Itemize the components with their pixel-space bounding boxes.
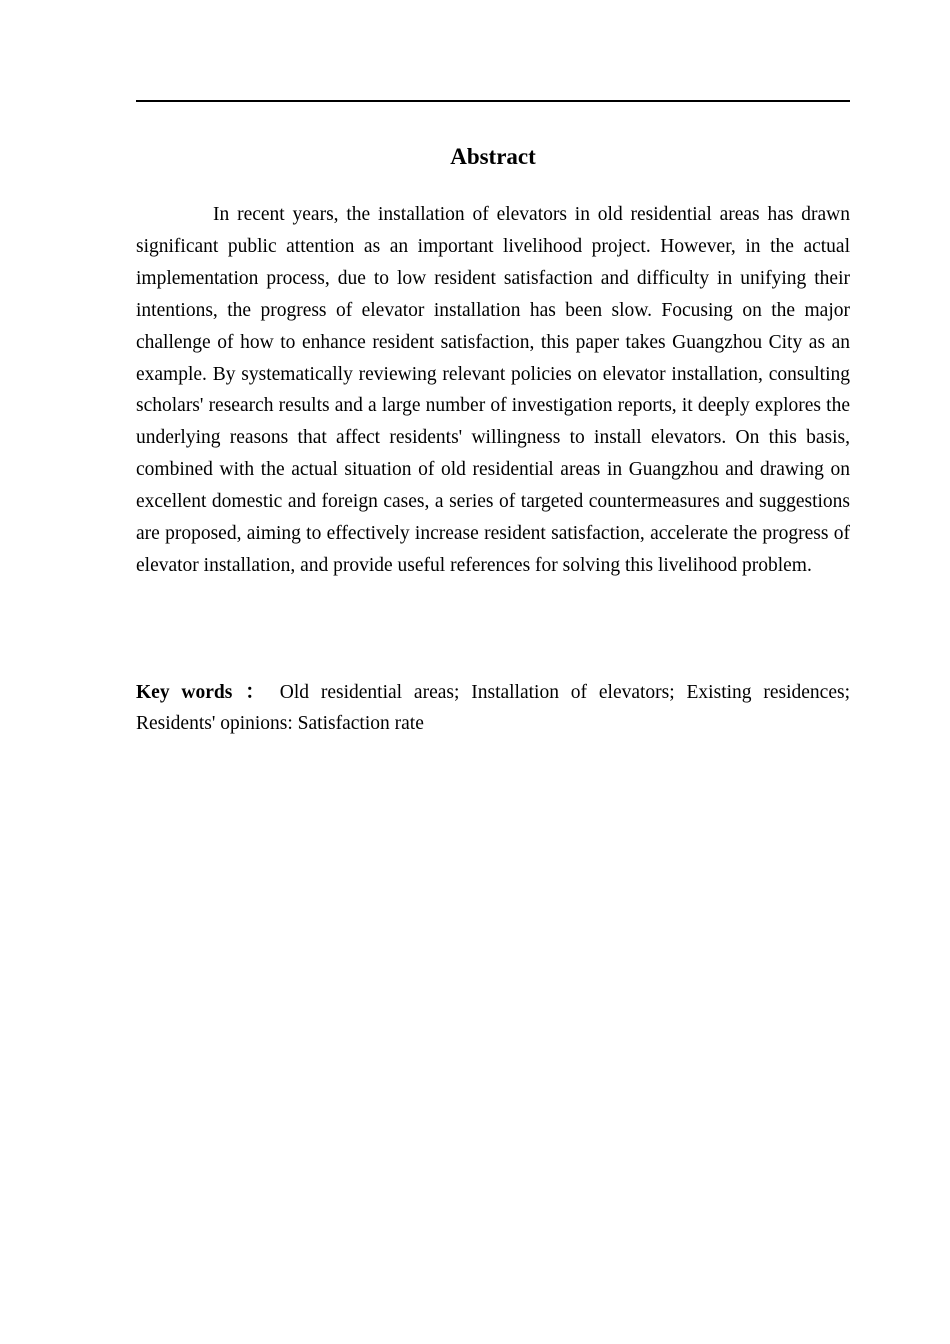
keywords-line	[136, 677, 850, 739]
keywords-text: Old residential areas; Installation of elevators; Existing residences; Residents' opinions: Satisfaction rate	[136, 682, 850, 734]
abstract-title: Abstract	[450, 144, 536, 169]
abstract-body: In recent years, the installation of elevators in old residential areas has drawn significant public attention as an important livelihood project. However, in the actual implementation process, due to low resident satisfaction and difficulty in unifying their intentions, the progress of elevator installation has been slow. Focusing on the major challenge of how to enhance resident satisfaction, this paper takes Guangzhou City as an example. By systematically reviewing relevant policies on elevator installation, consulting scholars' research results and a large number of investigation reports, it deeply explores the underlying reasons that affect residents' willingness to install elevators. On this basis, combined with the actual situation of old residential areas in Guangzhou and drawing on excellent domestic and foreign cases, a series of targeted countermeasures and suggestions are proposed, aiming to effectively increase resident satisfaction, accelerate the progress of elevator installation, and provide useful references for solving this livelihood problem.	[136, 204, 850, 576]
keywords-separator: ：	[238, 682, 272, 703]
keywords-label: Key words	[136, 682, 233, 703]
header-rule	[136, 100, 850, 102]
